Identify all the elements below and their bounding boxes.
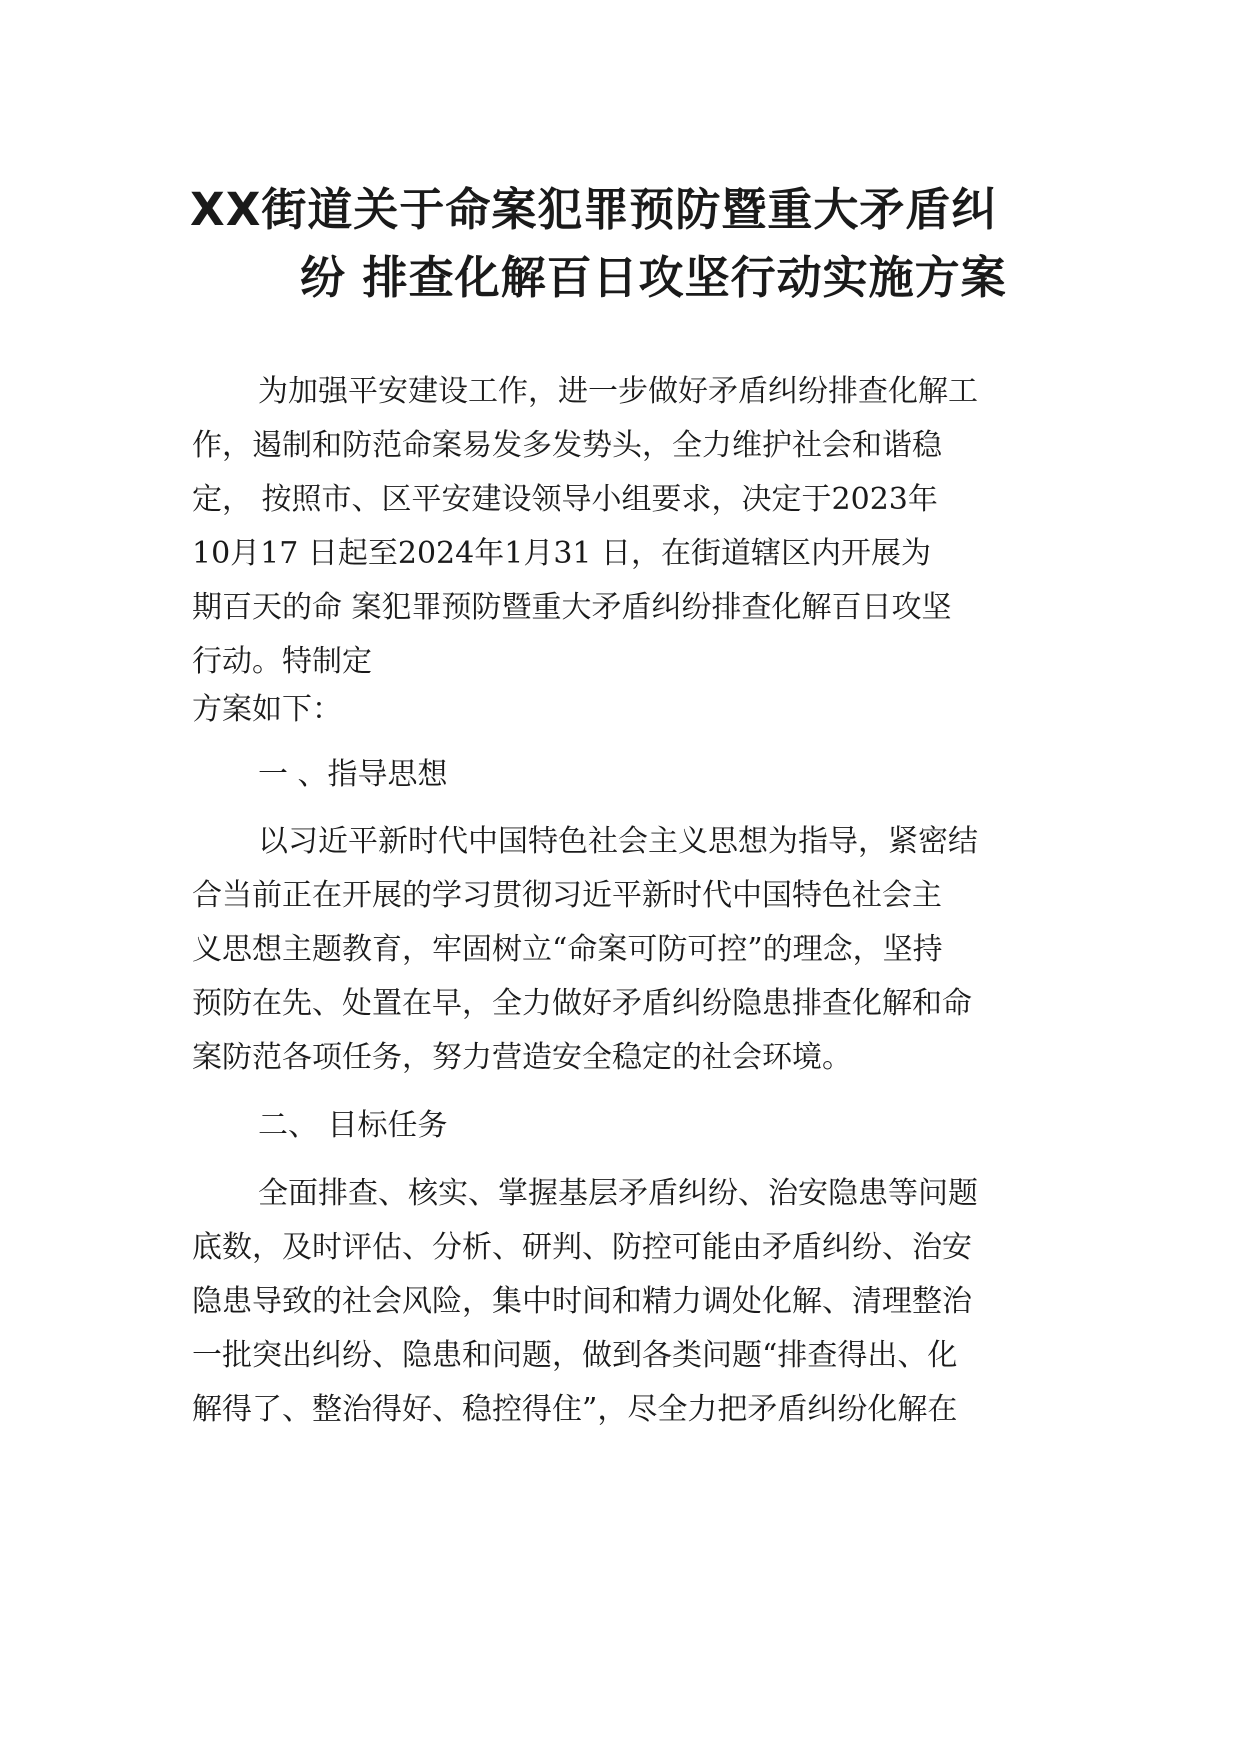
body-line: 行动。特制定 xyxy=(192,644,372,679)
body-line: 合当前正在开展的学习贯彻习近平新时代中国特色社会主 xyxy=(192,878,942,913)
document-title-line-2: 纷 排查化解百日攻坚行动实施方案 xyxy=(300,251,1007,304)
body-line: 期百天的命 案犯罪预防暨重大矛盾纠纷排查化解百日攻坚 xyxy=(192,590,952,625)
body-line: 底数，及时评估、分析、研判、防控可能由矛盾纠纷、治安 xyxy=(192,1230,972,1265)
body-line: 义思想主题教育，牢固树立“命案可防可控”的理念，坚持 xyxy=(192,932,943,967)
body-line: 隐患导致的社会风险，集中时间和精力调处化解、清理整治 xyxy=(192,1284,972,1319)
body-line: 作，遏制和防范命案易发多发势头，全力维护社会和谐稳 xyxy=(192,428,942,463)
body-line: 全面排查、核实、掌握基层矛盾纠纷、治安隐患等问题 xyxy=(258,1176,978,1211)
section-heading-2: 二、 目标任务 xyxy=(258,1108,448,1143)
body-line: 为加强平安建设工作，进一步做好矛盾纠纷排查化解工 xyxy=(258,374,978,409)
body-line: 解得了、整治得好、稳控得住”，尽全力把矛盾纠纷化解在 xyxy=(192,1392,958,1427)
body-line: 10月17 日起至2024年1月31 日，在街道辖区内开展为 xyxy=(192,536,932,571)
body-line: 方案如下： xyxy=(192,692,342,727)
body-line: 以习近平新时代中国特色社会主义思想为指导，紧密结 xyxy=(258,824,978,859)
document-title-line-1: XX街道关于命案犯罪预防暨重大矛盾纠 xyxy=(190,183,998,236)
body-line: 预防在先、处置在早，全力做好矛盾纠纷隐患排查化解和命 xyxy=(192,986,972,1021)
section-heading-1: 一 、指导思想 xyxy=(258,757,448,792)
body-line: 定， 按照市、区平安建设领导小组要求，决定于2023年 xyxy=(192,482,938,517)
body-line: 案防范各项任务，努力营造安全稳定的社会环境。 xyxy=(192,1040,852,1075)
body-line: 一批突出纠纷、隐患和问题，做到各类问题“排查得出、化 xyxy=(192,1338,958,1373)
